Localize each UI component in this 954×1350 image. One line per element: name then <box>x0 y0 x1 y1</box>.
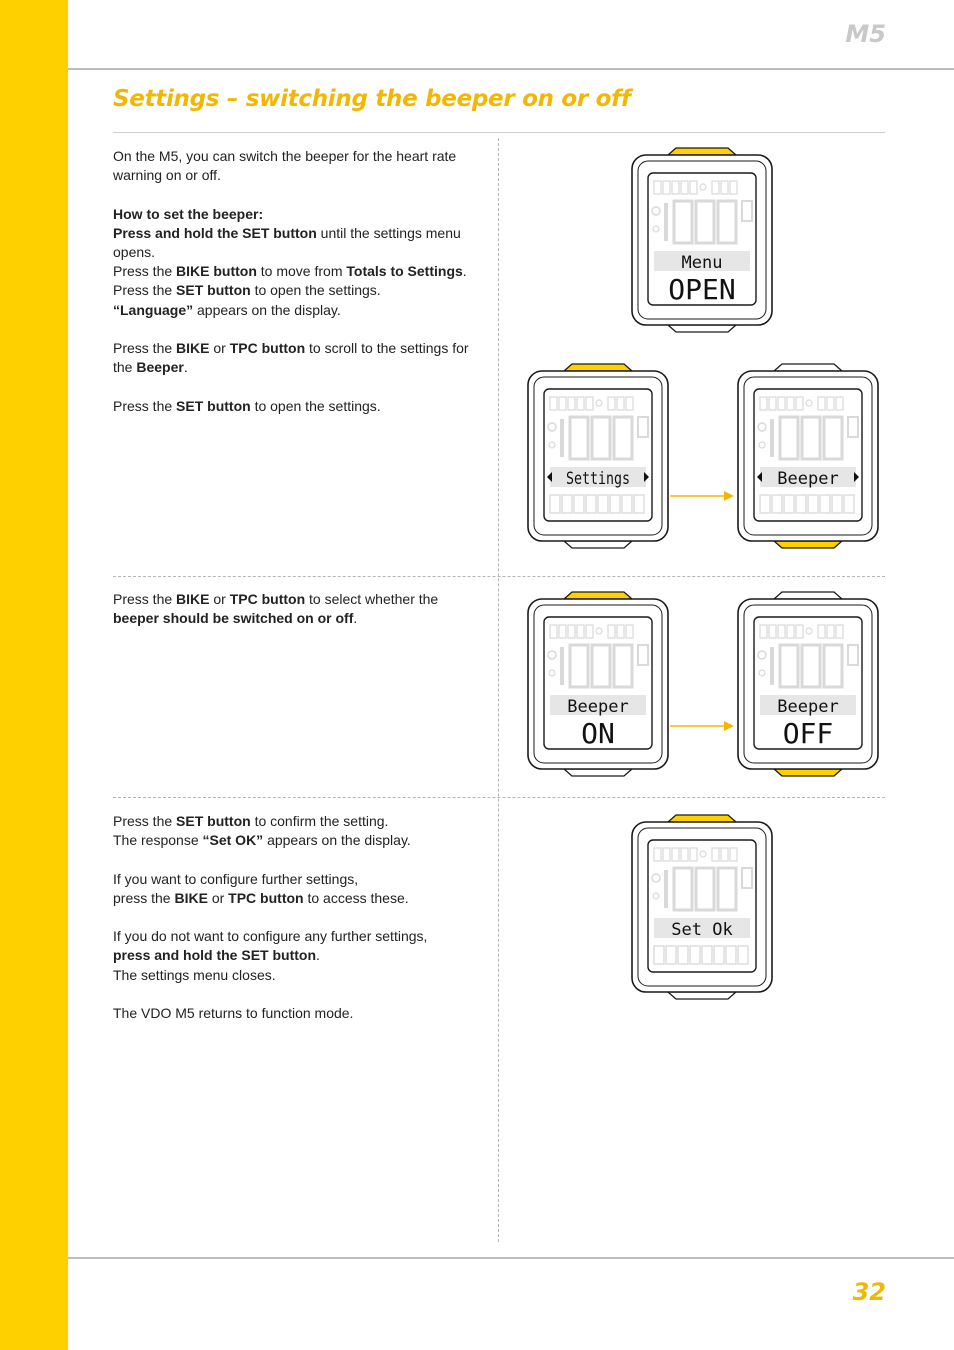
menu-closes-line: The settings menu closes. <box>113 966 276 983</box>
no-further-settings-line: If you do not want to configure any further settings, <box>113 928 428 945</box>
bottom-button <box>774 541 842 548</box>
device-beeper <box>734 361 882 551</box>
lcd-line2-text: OPEN <box>668 273 736 306</box>
side-color-bar <box>0 0 68 1350</box>
arrow-on-to-off <box>668 719 736 733</box>
device-beeper-on <box>524 589 672 779</box>
bottom-button <box>564 769 632 776</box>
lcd-line1-text: Menu <box>681 253 723 273</box>
device-beeper-off <box>734 589 882 779</box>
hold-set-line: press and hold the SET button. <box>113 947 320 964</box>
lcd-line1-text: Beeper <box>567 697 629 717</box>
howto-heading: How to set the beeper: <box>113 205 264 222</box>
section3-text <box>113 812 483 1023</box>
step-select-on-off: Press the BIKE or TPC button to select whether the beeper should be switched on or off. <box>113 591 439 627</box>
top-button <box>774 592 842 599</box>
section1-text <box>113 147 483 416</box>
step-hold-set: Press and hold the SET button until the settings menu opens. <box>113 224 461 260</box>
device-menu-open <box>628 145 776 335</box>
top-button <box>668 815 736 822</box>
step-scroll-beeper: Press the BIKE or TPC button to scroll to the settings for the Beeper. <box>113 340 469 376</box>
page-number: 32 <box>852 1278 886 1306</box>
function-mode-line: The VDO M5 returns to function mode. <box>113 1004 354 1021</box>
bottom-button <box>668 992 736 999</box>
top-button <box>564 592 632 599</box>
lcd-line1-text: Settings <box>566 469 630 489</box>
lcd-line1-text: Set Ok <box>671 920 733 940</box>
footer-rule <box>68 1257 954 1259</box>
step-bike-totals: Press the BIKE button to move from Totals to Settings. <box>113 263 467 280</box>
step-language: “Language” appears on the display. <box>113 301 341 318</box>
arrow-settings-to-beeper <box>668 489 736 503</box>
step-confirm: Press the SET button to confirm the setting. <box>113 813 389 829</box>
step-open-beeper: Press the SET button to open the settings. <box>113 397 381 414</box>
device-settings <box>524 361 672 551</box>
header-rule <box>68 68 954 70</box>
step-set-ok: The response “Set OK” appears on the display. <box>113 832 411 849</box>
column-divider <box>498 138 499 1242</box>
lcd-line2-text: OFF <box>782 717 834 750</box>
top-button <box>668 148 736 155</box>
top-button <box>774 364 842 371</box>
lcd-line1-text: Beeper <box>777 697 839 717</box>
intro-paragraph: On the M5, you can switch the beeper for the heart rate warning on or off. <box>113 148 457 184</box>
bottom-button <box>774 769 842 776</box>
top-button <box>564 364 632 371</box>
section-divider-1 <box>113 576 885 577</box>
bottom-button <box>668 325 736 332</box>
further-settings-line: If you want to configure further settings, <box>113 870 359 887</box>
model-label: M5 <box>845 20 886 48</box>
page-title: Settings – switching the beeper on or off <box>113 86 631 112</box>
section-divider-2 <box>113 797 885 798</box>
title-rule <box>113 132 885 133</box>
lcd-line2-text: ON <box>581 717 615 750</box>
lcd-line1-text: Beeper <box>777 469 839 489</box>
bottom-button <box>564 541 632 548</box>
section2-text <box>113 590 478 628</box>
device-set-ok <box>628 812 776 1002</box>
step-open-settings: Press the SET button to open the settings. <box>113 282 381 299</box>
access-settings-line: press the BIKE or TPC button to access these. <box>113 889 409 906</box>
